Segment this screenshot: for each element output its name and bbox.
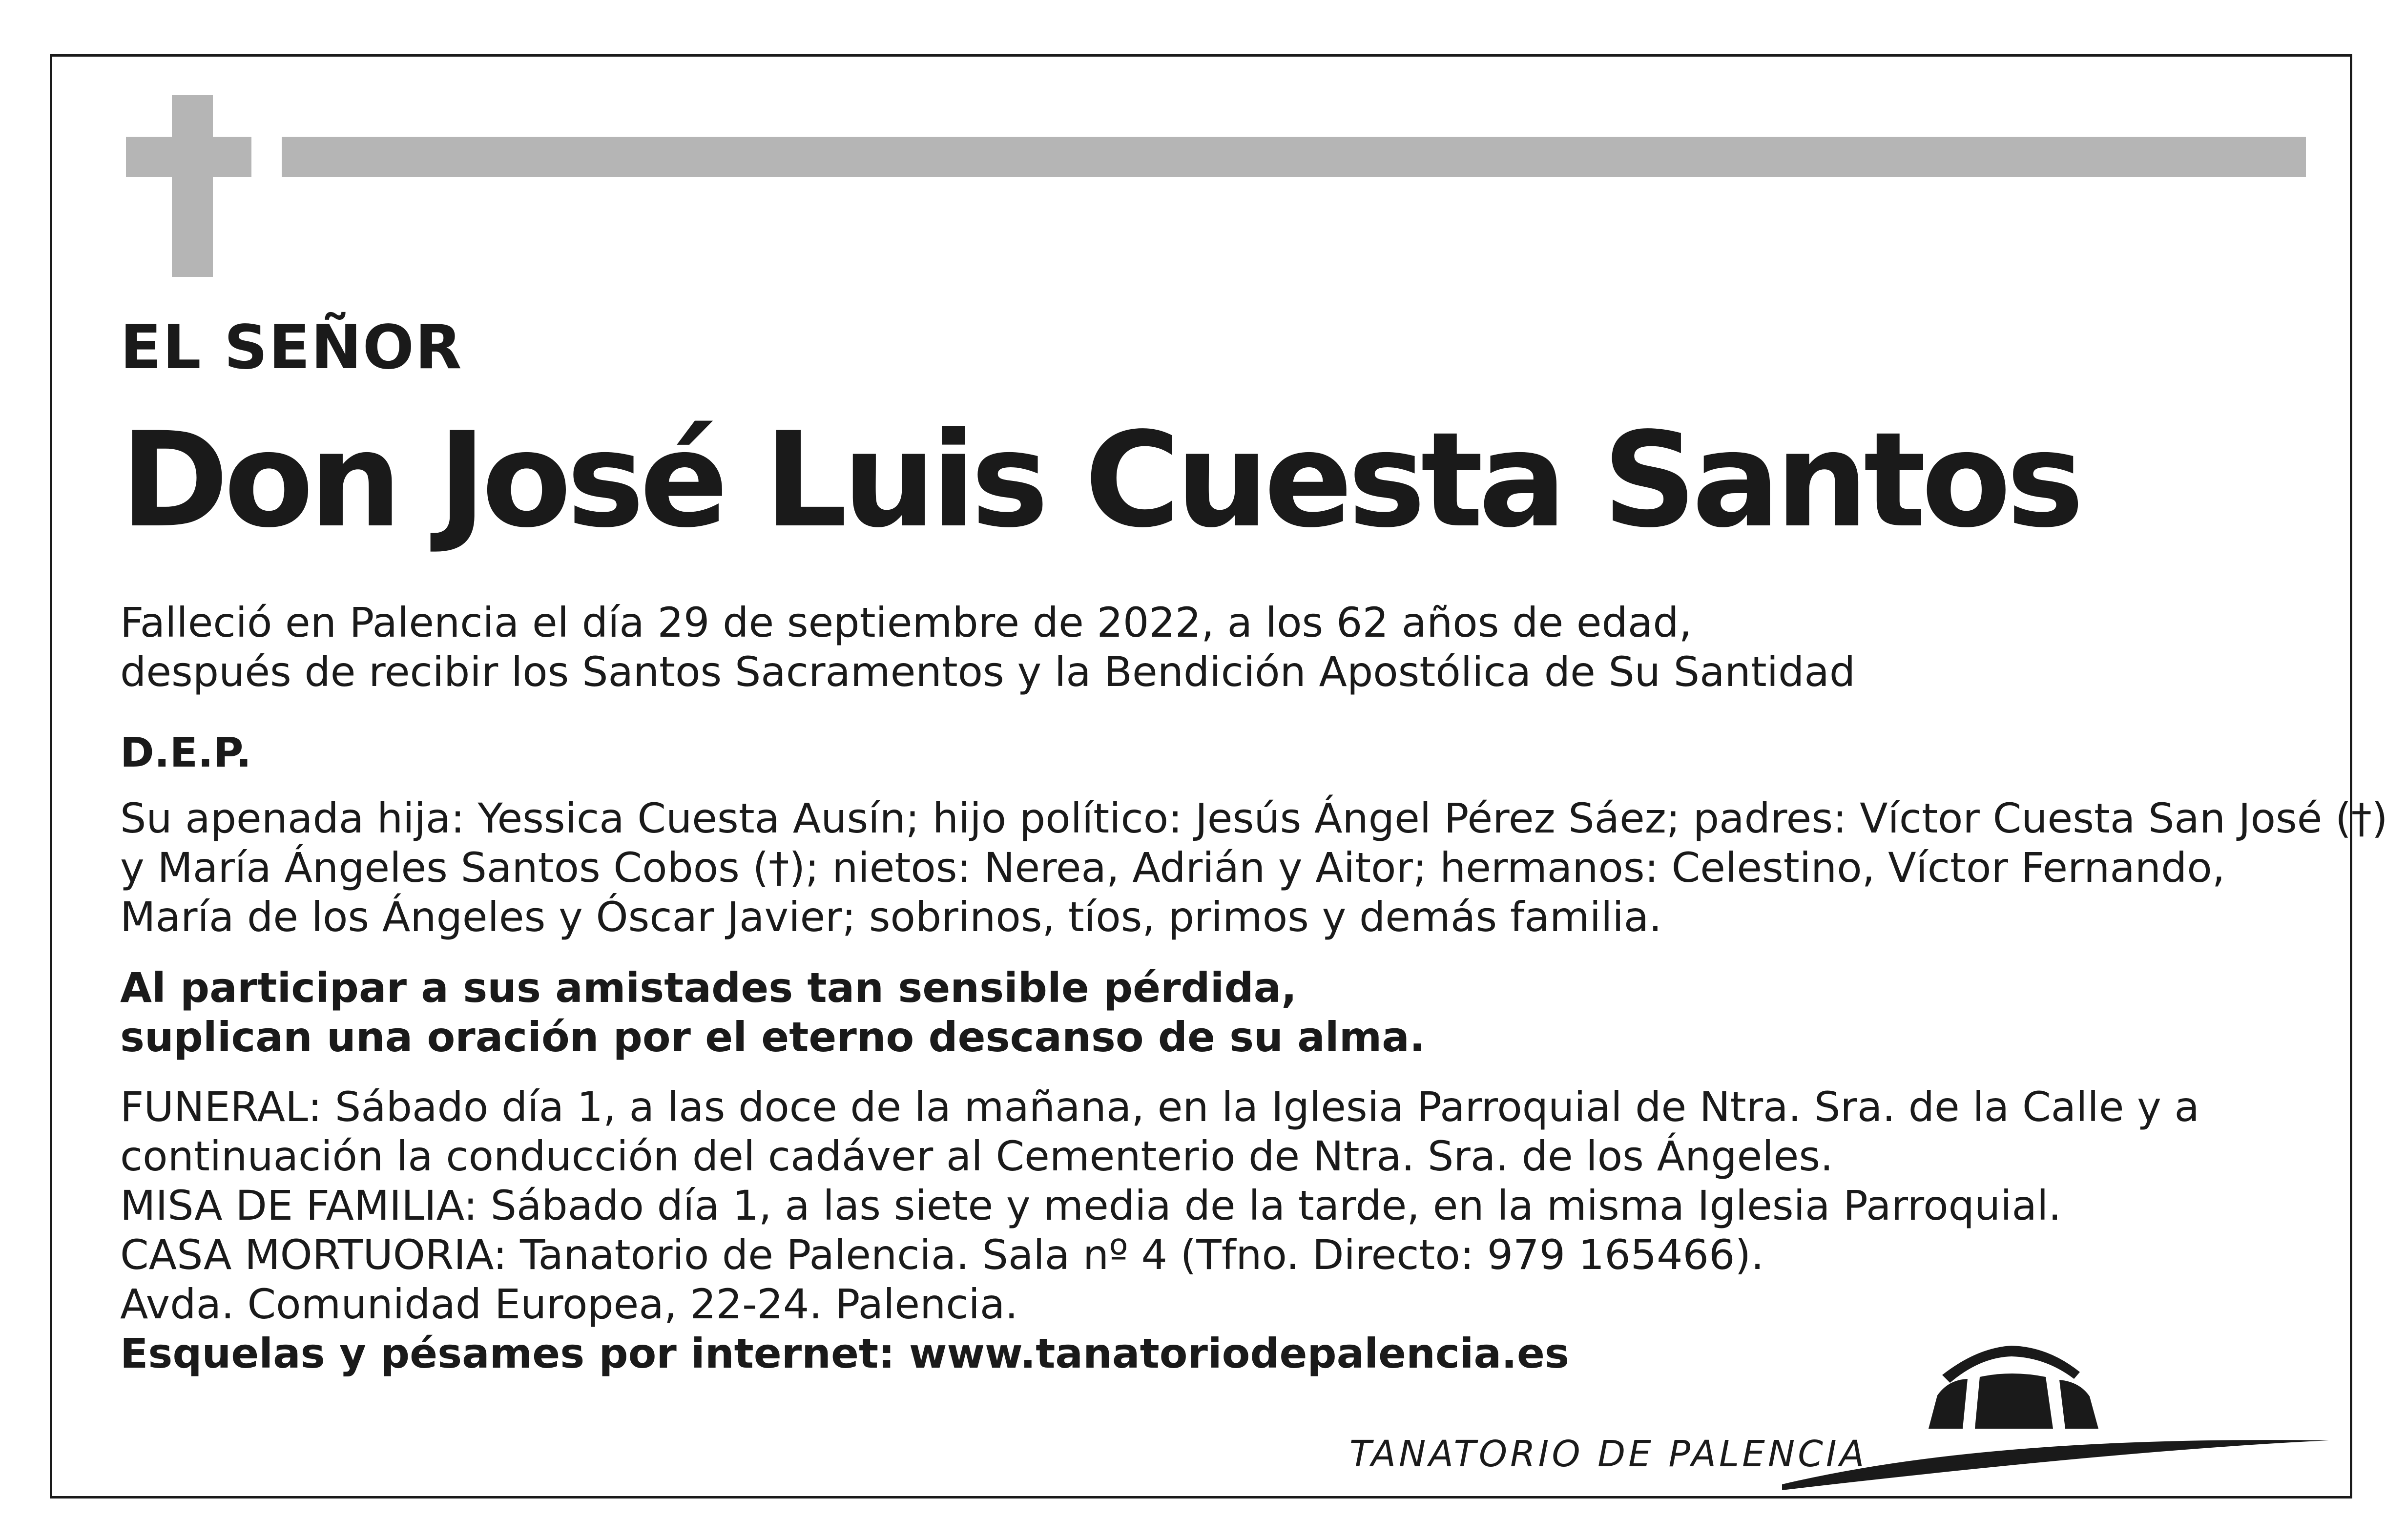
request-line: suplican una oración por el eterno descanso de su alma. bbox=[120, 1013, 1425, 1061]
kicker-label: EL SEÑOR bbox=[120, 312, 463, 383]
death-notice-line: Falleció en Palencia el día 29 de septiembre de 2022, a los 62 años de edad, bbox=[120, 599, 1692, 646]
cross-horizontal-bar bbox=[126, 137, 251, 177]
death-notice-line: después de recibir los Santos Sacramentos y la Bendición Apostólica de Su Santidad bbox=[120, 648, 1856, 696]
deceased-name: Don José Luis Cuesta Santos bbox=[120, 404, 2079, 557]
family-line: y María Ángeles Santos Cobos (†); nietos: Nerea, Adrián y Aitor; hermanos: Celestino, Víctor Fernando, bbox=[120, 844, 2225, 892]
family-line: Su apenada hija: Yessica Cuesta Ausín; hijo político: Jesús Ángel Pérez Sáez; padres: Víctor Cuesta San José (†) bbox=[120, 794, 2388, 842]
service-line: continuación la conducción del cadáver al Cementerio de Ntra. Sra. de los Ángeles. bbox=[120, 1132, 1833, 1180]
service-line: Avda. Comunidad Europea, 22-24. Palencia. bbox=[120, 1280, 1018, 1328]
cross-vertical-bar bbox=[172, 95, 213, 277]
service-line: FUNERAL: Sábado día 1, a las doce de la mañana, en la Iglesia Parroquial de Ntra. Sra. de la Calle y a bbox=[120, 1083, 2200, 1131]
service-line: MISA DE FAMILIA: Sábado día 1, a las siete y media de la tarde, en la misma Iglesia Parroquial. bbox=[120, 1182, 2062, 1229]
service-line: CASA MORTUORIA: Tanatorio de Palencia. Sala nº 4 (Tfno. Directo: 979 165466). bbox=[120, 1231, 1764, 1279]
header-rule bbox=[282, 137, 2306, 177]
logo-text: TANATORIO DE PALENCIA bbox=[1349, 1433, 1867, 1475]
internet-line: Esquelas y pésames por internet: www.tanatoriodepalencia.es bbox=[120, 1330, 1570, 1377]
family-line: María de los Ángeles y Óscar Javier; sobrinos, tíos, primos y demás familia. bbox=[120, 893, 1662, 941]
tanatorio-logo-icon bbox=[1782, 1338, 2358, 1494]
dep-label: D.E.P. bbox=[120, 728, 251, 776]
request-line: Al participar a sus amistades tan sensible pérdida, bbox=[120, 964, 1297, 1012]
